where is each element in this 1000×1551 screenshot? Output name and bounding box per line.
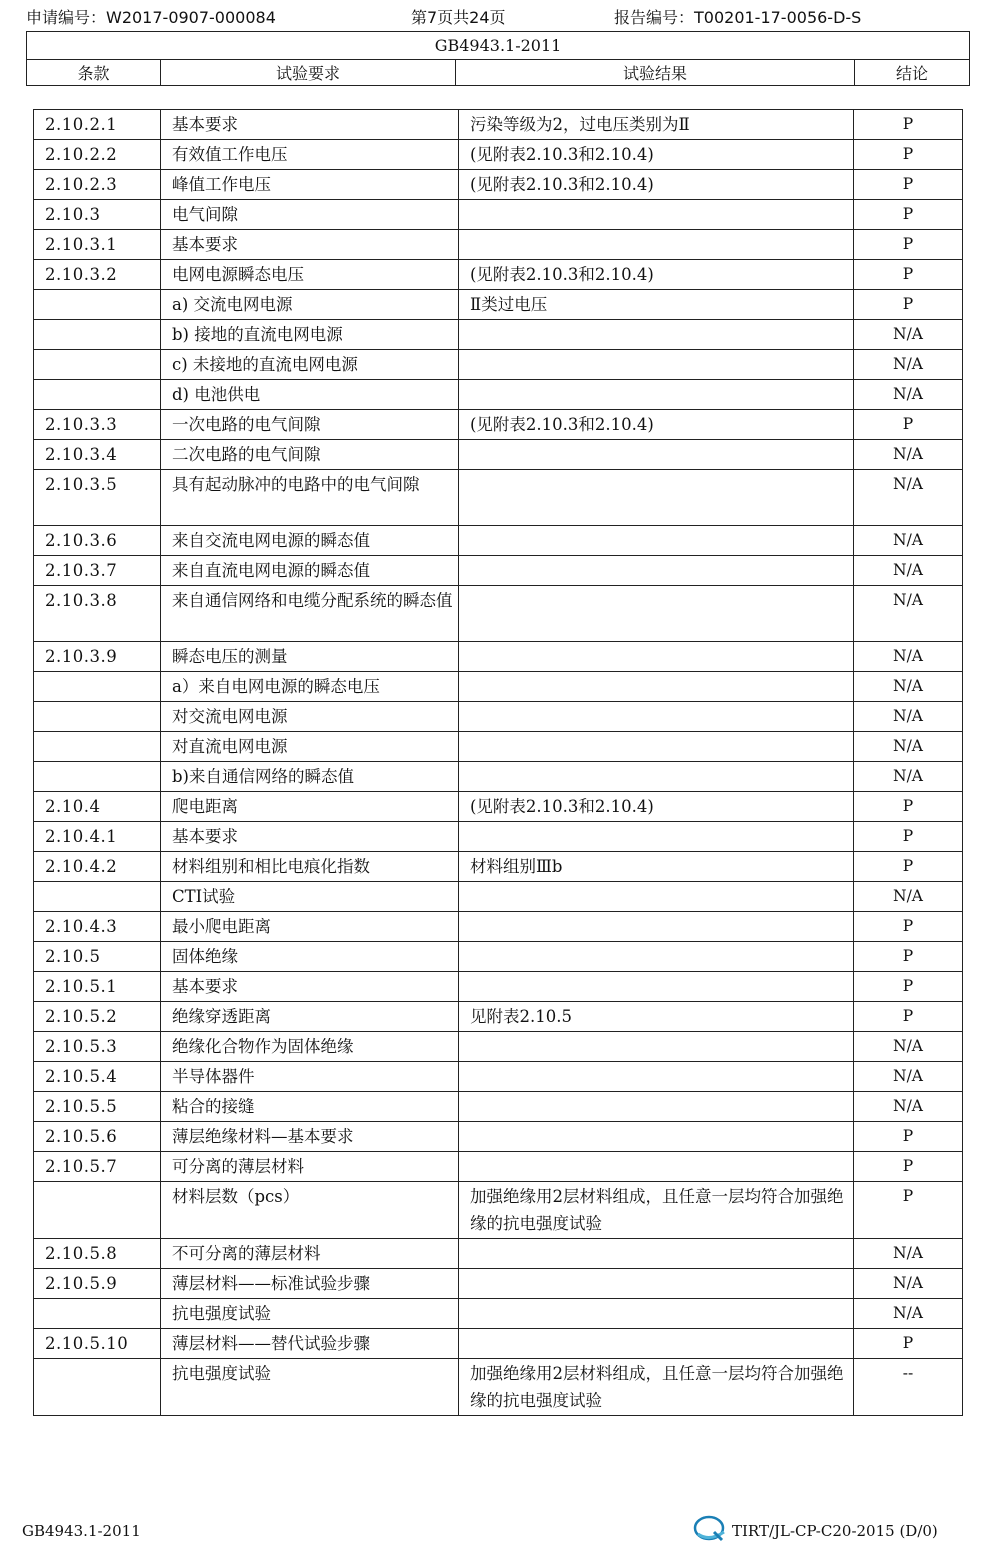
result-cell: 见附表2.10.5 xyxy=(459,1002,854,1032)
col-header-requirement: 试验要求 xyxy=(161,60,456,86)
result-cell xyxy=(459,642,854,672)
result-cell: (见附表2.10.3和2.10.4) xyxy=(459,410,854,440)
verdict-cell: P xyxy=(854,1329,963,1359)
clause-cell: 2.10.3.1 xyxy=(34,230,161,260)
verdict-cell: P xyxy=(854,170,963,200)
verdict-cell: P xyxy=(854,1182,963,1239)
result-cell xyxy=(459,912,854,942)
clause-cell xyxy=(34,1299,161,1329)
verdict-cell: N/A xyxy=(854,1032,963,1062)
test-results-table xyxy=(33,109,963,1416)
verdict-cell: N/A xyxy=(854,350,963,380)
verdict-cell: N/A xyxy=(854,526,963,556)
table-row xyxy=(34,440,963,470)
result-cell xyxy=(459,822,854,852)
result-cell xyxy=(459,1239,854,1269)
table-row xyxy=(34,320,963,350)
clause-cell xyxy=(34,320,161,350)
clause-cell: 2.10.3.8 xyxy=(34,586,161,642)
verdict-cell: N/A xyxy=(854,556,963,586)
col-header-result: 试验结果 xyxy=(456,60,855,86)
result-cell xyxy=(459,762,854,792)
table-row xyxy=(34,732,963,762)
table-row xyxy=(34,822,963,852)
table-row xyxy=(34,1239,963,1269)
verdict-cell: N/A xyxy=(854,440,963,470)
result-cell xyxy=(459,1329,854,1359)
requirement-cell: 薄层材料——标准试验步骤 xyxy=(161,1269,459,1299)
clause-cell xyxy=(34,290,161,320)
clause-cell: 2.10.5 xyxy=(34,942,161,972)
verdict-cell: P xyxy=(854,140,963,170)
page-info: 第7页共24页 xyxy=(411,8,506,27)
result-cell xyxy=(459,702,854,732)
table-row xyxy=(34,1002,963,1032)
table-row xyxy=(34,972,963,1002)
table-row xyxy=(34,1062,963,1092)
clause-cell: 2.10.5.10 xyxy=(34,1329,161,1359)
requirement-cell: 爬电距离 xyxy=(161,792,459,822)
result-cell xyxy=(459,732,854,762)
requirement-cell: c) 未接地的直流电网电源 xyxy=(161,350,459,380)
table-row xyxy=(34,912,963,942)
clause-cell xyxy=(34,380,161,410)
verdict-cell: N/A xyxy=(854,470,963,526)
table-row xyxy=(34,380,963,410)
requirement-cell: 不可分离的薄层材料 xyxy=(161,1239,459,1269)
table-row xyxy=(34,526,963,556)
table-row xyxy=(34,672,963,702)
verdict-cell: P xyxy=(854,822,963,852)
verdict-cell: N/A xyxy=(854,762,963,792)
clause-cell: 2.10.2.2 xyxy=(34,140,161,170)
clause-cell: 2.10.3 xyxy=(34,200,161,230)
requirement-cell: 粘合的接缝 xyxy=(161,1092,459,1122)
verdict-cell: P xyxy=(854,260,963,290)
result-cell xyxy=(459,350,854,380)
clause-cell: 2.10.3.6 xyxy=(34,526,161,556)
verdict-cell: P xyxy=(854,110,963,140)
requirement-cell: 材料组别和相比电痕化指数 xyxy=(161,852,459,882)
clause-cell: 2.10.4.1 xyxy=(34,822,161,852)
result-cell: 加强绝缘用2层材料组成，且任意一层均符合加强绝缘的抗电强度试验 xyxy=(459,1359,854,1416)
result-cell: 加强绝缘用2层材料组成，且任意一层均符合加强绝缘的抗电强度试验 xyxy=(459,1182,854,1239)
verdict-cell: N/A xyxy=(854,882,963,912)
table-row xyxy=(34,702,963,732)
clause-cell xyxy=(34,1359,161,1416)
clause-cell xyxy=(34,762,161,792)
table-row xyxy=(34,1152,963,1182)
verdict-cell: P xyxy=(854,230,963,260)
requirement-cell: 最小爬电距离 xyxy=(161,912,459,942)
result-cell xyxy=(459,1299,854,1329)
requirement-cell: 电网电源瞬态电压 xyxy=(161,260,459,290)
table-row xyxy=(34,882,963,912)
verdict-cell: P xyxy=(854,1002,963,1032)
table-row xyxy=(34,200,963,230)
requirement-cell: d) 电池供电 xyxy=(161,380,459,410)
table-row xyxy=(34,586,963,642)
verdict-cell: P xyxy=(854,200,963,230)
requirement-cell: 来自直流电网电源的瞬态值 xyxy=(161,556,459,586)
table-row xyxy=(34,1299,963,1329)
result-cell xyxy=(459,586,854,642)
requirement-cell: 薄层绝缘材料—基本要求 xyxy=(161,1122,459,1152)
requirement-cell: 基本要求 xyxy=(161,972,459,1002)
table-row xyxy=(34,942,963,972)
table-row xyxy=(34,260,963,290)
footer-code-block xyxy=(692,1512,982,1544)
result-cell: Ⅱ类过电压 xyxy=(459,290,854,320)
result-cell: 污染等级为2，过电压类别为Ⅱ xyxy=(459,110,854,140)
result-cell xyxy=(459,1032,854,1062)
verdict-cell: P xyxy=(854,912,963,942)
requirement-cell: 对直流电网电源 xyxy=(161,732,459,762)
requirement-cell: 固体绝缘 xyxy=(161,942,459,972)
result-cell: (见附表2.10.3和2.10.4) xyxy=(459,792,854,822)
requirement-cell: 基本要求 xyxy=(161,822,459,852)
verdict-cell: P xyxy=(854,1152,963,1182)
table-row xyxy=(34,110,963,140)
clause-cell: 2.10.5.2 xyxy=(34,1002,161,1032)
application-number: 申请编号：W2017-0907-000084 xyxy=(26,8,276,27)
requirement-cell: 材料层数（pcs） xyxy=(161,1182,459,1239)
clause-cell xyxy=(34,882,161,912)
table-row xyxy=(34,556,963,586)
requirement-cell: 有效值工作电压 xyxy=(161,140,459,170)
col-header-verdict: 结论 xyxy=(855,60,970,86)
verdict-cell: N/A xyxy=(854,1092,963,1122)
clause-cell: 2.10.3.4 xyxy=(34,440,161,470)
verdict-cell: P xyxy=(854,792,963,822)
clause-cell: 2.10.3.5 xyxy=(34,470,161,526)
clause-cell: 2.10.3.2 xyxy=(34,260,161,290)
clause-cell: 2.10.4.3 xyxy=(34,912,161,942)
result-cell xyxy=(459,556,854,586)
clause-cell xyxy=(34,350,161,380)
verdict-cell: N/A xyxy=(854,586,963,642)
footer-standard: GB4943.1-2011 xyxy=(22,1522,141,1540)
requirement-cell: 峰值工作电压 xyxy=(161,170,459,200)
result-cell xyxy=(459,470,854,526)
verdict-cell: N/A xyxy=(854,320,963,350)
verdict-cell: N/A xyxy=(854,672,963,702)
verdict-cell: P xyxy=(854,942,963,972)
result-cell xyxy=(459,1269,854,1299)
result-cell: (见附表2.10.3和2.10.4) xyxy=(459,140,854,170)
clause-cell: 2.10.5.5 xyxy=(34,1092,161,1122)
requirement-cell: 基本要求 xyxy=(161,110,459,140)
result-cell xyxy=(459,1092,854,1122)
result-cell: 材料组别Ⅲb xyxy=(459,852,854,882)
table-row xyxy=(34,792,963,822)
verdict-cell: N/A xyxy=(854,380,963,410)
result-cell xyxy=(459,380,854,410)
table-row xyxy=(34,230,963,260)
table-row xyxy=(34,1182,963,1239)
clause-cell xyxy=(34,732,161,762)
verdict-cell: P xyxy=(854,290,963,320)
result-cell xyxy=(459,972,854,1002)
verdict-cell: -- xyxy=(854,1359,963,1416)
requirement-cell: 二次电路的电气间隙 xyxy=(161,440,459,470)
clause-cell: 2.10.3.9 xyxy=(34,642,161,672)
requirement-cell: 来自交流电网电源的瞬态值 xyxy=(161,526,459,556)
clause-cell: 2.10.3.3 xyxy=(34,410,161,440)
clause-cell xyxy=(34,1182,161,1239)
table-row xyxy=(34,762,963,792)
verdict-cell: N/A xyxy=(854,1239,963,1269)
table-row xyxy=(34,290,963,320)
requirement-cell: 抗电强度试验 xyxy=(161,1299,459,1329)
clause-cell xyxy=(34,702,161,732)
col-header-clause: 条款 xyxy=(27,60,161,86)
requirement-cell: CTI试验 xyxy=(161,882,459,912)
verdict-cell: P xyxy=(854,1122,963,1152)
requirement-cell: 薄层材料——替代试验步骤 xyxy=(161,1329,459,1359)
result-cell xyxy=(459,1152,854,1182)
clause-cell: 2.10.3.7 xyxy=(34,556,161,586)
result-cell xyxy=(459,230,854,260)
requirement-cell: 电气间隙 xyxy=(161,200,459,230)
verdict-cell: P xyxy=(854,410,963,440)
result-cell xyxy=(459,672,854,702)
requirement-cell: 半导体器件 xyxy=(161,1062,459,1092)
verdict-cell: N/A xyxy=(854,1299,963,1329)
table-row xyxy=(34,1329,963,1359)
clause-cell: 2.10.5.9 xyxy=(34,1269,161,1299)
table-row xyxy=(34,470,963,526)
report-number: 报告编号：T00201-17-0056-D-S xyxy=(614,8,862,27)
verdict-cell: N/A xyxy=(854,642,963,672)
requirement-cell: a）来自电网电源的瞬态电压 xyxy=(161,672,459,702)
requirement-cell: 瞬态电压的测量 xyxy=(161,642,459,672)
verdict-cell: P xyxy=(854,852,963,882)
table-row xyxy=(34,1032,963,1062)
result-cell xyxy=(459,942,854,972)
requirement-cell: 基本要求 xyxy=(161,230,459,260)
clause-cell: 2.10.5.4 xyxy=(34,1062,161,1092)
requirement-cell: b) 接地的直流电网电源 xyxy=(161,320,459,350)
requirement-cell: 一次电路的电气间隙 xyxy=(161,410,459,440)
page-header xyxy=(26,7,976,29)
requirement-cell: 具有起动脉冲的电路中的电气间隙 xyxy=(161,470,459,526)
result-cell xyxy=(459,526,854,556)
result-cell xyxy=(459,200,854,230)
clause-cell: 2.10.5.1 xyxy=(34,972,161,1002)
clause-cell: 2.10.5.8 xyxy=(34,1239,161,1269)
verdict-cell: N/A xyxy=(854,732,963,762)
result-cell xyxy=(459,882,854,912)
table-row xyxy=(34,170,963,200)
result-cell xyxy=(459,320,854,350)
result-cell: (见附表2.10.3和2.10.4) xyxy=(459,260,854,290)
header-table xyxy=(26,31,970,86)
result-cell xyxy=(459,440,854,470)
result-cell xyxy=(459,1122,854,1152)
clause-cell: 2.10.5.3 xyxy=(34,1032,161,1062)
table-row xyxy=(34,1122,963,1152)
clause-cell: 2.10.5.6 xyxy=(34,1122,161,1152)
requirement-cell: 来自通信网络和电缆分配系统的瞬态值 xyxy=(161,586,459,642)
requirement-cell: b)来自通信网络的瞬态值 xyxy=(161,762,459,792)
clause-cell: 2.10.2.3 xyxy=(34,170,161,200)
requirement-cell: a) 交流电网电源 xyxy=(161,290,459,320)
requirement-cell: 可分离的薄层材料 xyxy=(161,1152,459,1182)
table-row xyxy=(34,852,963,882)
requirement-cell: 对交流电网电源 xyxy=(161,702,459,732)
lab-logo-icon xyxy=(692,1512,728,1544)
clause-cell: 2.10.2.1 xyxy=(34,110,161,140)
standard-title: GB4943.1-2011 xyxy=(27,32,970,60)
requirement-cell: 绝缘化合物作为固体绝缘 xyxy=(161,1032,459,1062)
verdict-cell: N/A xyxy=(854,702,963,732)
requirement-cell: 抗电强度试验 xyxy=(161,1359,459,1416)
verdict-cell: N/A xyxy=(854,1062,963,1092)
clause-cell xyxy=(34,672,161,702)
clause-cell: 2.10.5.7 xyxy=(34,1152,161,1182)
table-row xyxy=(34,140,963,170)
table-row xyxy=(34,642,963,672)
table-row xyxy=(34,1092,963,1122)
verdict-cell: N/A xyxy=(854,1269,963,1299)
table-row xyxy=(34,1359,963,1416)
clause-cell: 2.10.4.2 xyxy=(34,852,161,882)
verdict-cell: P xyxy=(854,972,963,1002)
table-row xyxy=(34,350,963,380)
clause-cell: 2.10.4 xyxy=(34,792,161,822)
result-cell xyxy=(459,1062,854,1092)
table-row xyxy=(34,1269,963,1299)
table-row xyxy=(34,410,963,440)
footer-form-code: TIRT/JL-CP-C20-2015 (D/0) xyxy=(732,1522,938,1540)
result-cell: (见附表2.10.3和2.10.4) xyxy=(459,170,854,200)
requirement-cell: 绝缘穿透距离 xyxy=(161,1002,459,1032)
